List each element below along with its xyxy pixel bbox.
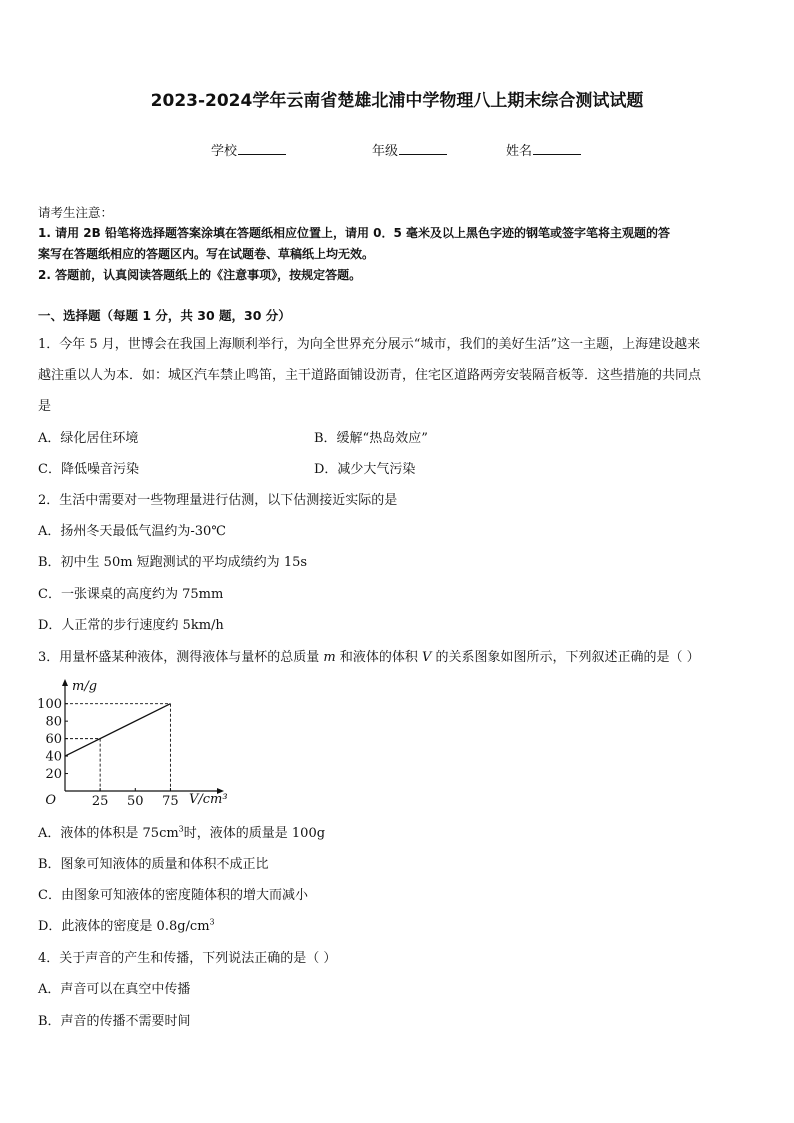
q3-option-d-part1: D．此液体的密度是 0.8g/cm <box>38 919 210 934</box>
q2-stem: 2．生活中需要对一些物理量进行估测，以下估测接近实际的是 <box>38 493 398 508</box>
q3-option-a <box>38 822 325 841</box>
q3-option-a-part1: A．液体的体积是 75cm <box>38 826 179 841</box>
q1-line2: 越注重以人为本．如：城区汽车禁止鸣笛，主干道路面铺设沥青，住宅区道路两旁安装隔音板等．这些措施的共同点 <box>38 368 702 383</box>
x-tick-label: 50 <box>127 794 144 806</box>
grade-label: 年级 <box>372 144 399 159</box>
x-axis-label: V/cm³ <box>189 792 228 806</box>
notice-heading: 请考生注意： <box>38 205 114 220</box>
y-tick-label: 40 <box>45 749 62 765</box>
q1-option-c: C．降低噪音污染 <box>38 462 139 477</box>
q3-stem-part1: 3．用量杯盛某种液体，测得液体与量杯的总质量 <box>38 650 324 665</box>
q2-option-b: B．初中生 50m 短跑测试的平均成绩约为 15s <box>38 555 308 570</box>
q2-option-c: C．一张课桌的高度约为 75mm <box>38 587 224 602</box>
notice-item1-line1: 1. 请用 2B 铅笔将选择题答案涂填在答题纸相应位置上，请用 0．5 毫米及以上黑色字迹的钢笔或签字笔将主观题的答 <box>38 226 670 240</box>
notice-item1-line2: 案写在答题纸相应的答题区内。写在试题卷、草稿纸上均无效。 <box>38 247 375 261</box>
q1-option-b: B．缓解“热岛效应” <box>314 431 428 446</box>
notice-item2: 2. 答题前，认真阅读答题纸上的《注意事项》，按规定答题。 <box>38 268 362 282</box>
q4-option-a: A．声音可以在真空中传播 <box>38 982 191 997</box>
q1-option-d: D．减少大气污染 <box>314 462 416 477</box>
chart-layer <box>37 679 227 806</box>
q4-stem: 4．关于声音的产生和传播，下列说法正确的是（ ） <box>38 951 337 966</box>
y-tick-label: 100 <box>37 697 62 713</box>
q3-m-symbol: m <box>323 650 336 665</box>
y-tick-label: 80 <box>45 714 62 730</box>
q3-option-c: C．由图象可知液体的密度随体积的增大而减小 <box>38 888 308 903</box>
school-field <box>211 140 286 159</box>
data-line <box>65 704 170 756</box>
school-label: 学校 <box>211 144 238 159</box>
x-tick-label: 25 <box>91 794 109 806</box>
grade-blank <box>399 140 447 155</box>
y-tick-label: 20 <box>45 767 62 783</box>
page-title: 2023-2024学年云南省楚雄北浦中学物理八上期末综合测试试题 <box>150 91 644 111</box>
q1-option-a: A．绿化居住环境 <box>38 431 139 446</box>
mass-volume-graph <box>34 676 234 806</box>
y-tick-label: 60 <box>45 732 62 748</box>
name-blank <box>533 140 581 155</box>
q3-stem-part3: 的关系图象如图所示，下列叙述正确的是（ ） <box>431 650 700 665</box>
name-label: 姓名 <box>506 144 533 159</box>
q2-option-d: D．人正常的步行速度约 5km/h <box>38 618 224 633</box>
q1-line1: 1．今年 5 月，世博会在我国上海顺利举行，为向全世界充分展示“城市，我们的美好生活”这一主题，上海建设越来 <box>38 337 701 352</box>
origin-label: O <box>45 793 56 806</box>
q3-option-b: B．图象可知液体的质量和体积不成正比 <box>38 857 269 872</box>
q3-v-symbol: V <box>422 650 432 665</box>
q3-option-d-sup: 3 <box>209 917 215 927</box>
q3-option-a-sup: 3 <box>178 824 184 834</box>
q4-option-b: B．声音的传播不需要时间 <box>38 1014 191 1029</box>
name-field <box>506 140 581 159</box>
q3-stem <box>38 646 700 665</box>
q3-option-d <box>38 915 215 934</box>
y-axis-arrow <box>62 679 68 686</box>
q2-option-a: A．扬州冬天最低气温约为-30℃ <box>38 524 226 539</box>
y-axis-label: m/g <box>72 679 98 694</box>
grade-field <box>372 140 447 159</box>
school-blank <box>238 140 286 155</box>
x-tick-label: 75 <box>162 794 179 806</box>
section-heading: 一、选择题（每题 1 分，共 30 题，30 分） <box>38 308 291 323</box>
q3-option-a-part2: 时，液体的质量是 100g <box>183 826 326 841</box>
q3-stem-part2: 和液体的体积 <box>335 650 422 665</box>
q1-line3: 是 <box>38 399 52 414</box>
